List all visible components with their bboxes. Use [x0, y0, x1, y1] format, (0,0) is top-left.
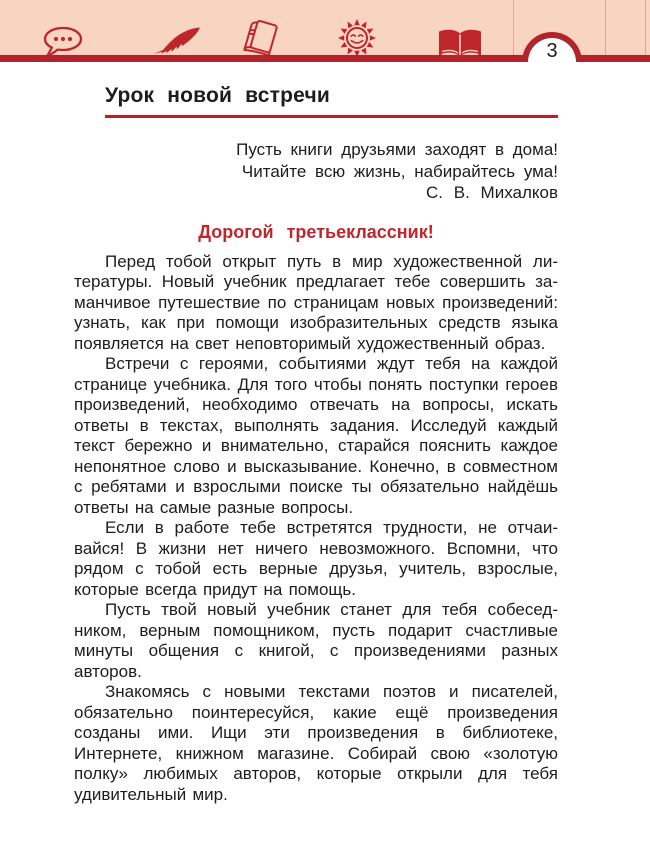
paragraph: Знакомясь с новыми текстами поэтов и писателей, обязательно поинтересуйся, какие ещё произведения созданы ими. Ищи эти произведения в библиотеке, Интернете, книжном магазине. Собирай свою «золотую полку» любимых авторов, которые открыли для тебя удивительный мир.: [74, 682, 558, 804]
page-number-tab: [522, 32, 582, 62]
section-heading: Дорогой третьеклассник!: [198, 221, 434, 242]
paragraph: Пусть твой новый учебник станет для тебя собеседником, верным помощником, пусть подарит счастливые минуты общения с книгой, с произведениями разных авторов.: [74, 600, 558, 681]
page-number: 3: [546, 40, 558, 62]
header-divider-line: [605, 0, 606, 55]
paragraph: Если в работе тебе встретятся трудности, не отчаивайся! В жизни нет ничего невозможного. Вспомни, что рядом с тобой есть верные друзья, учитель, взрослые, которые всегда придут на помощь.: [74, 518, 558, 599]
feather-icon: [153, 27, 201, 54]
paragraph: Перед тобой открыт путь в мир художественной литературы. Новый учебник предлагает тебе совершить заманчивое путешествие по страницам новых произведений: узнать, как при помощи изобразительных средств языка появляется на свет неповторимый художественный образ.: [74, 251, 558, 353]
epigraph-line: Читайте всю жизнь, набирайтесь ума!: [241, 161, 558, 181]
speech-bubble-icon: [43, 27, 83, 57]
epigraph-line: Пусть книги друзьями заходят в дома!: [236, 140, 558, 159]
sun-icon: [338, 19, 376, 57]
title-underline: [105, 115, 558, 118]
header-divider-line: [513, 0, 514, 55]
page-header: [0, 0, 650, 62]
closed-book-icon: [242, 19, 280, 59]
page-content: [74, 85, 558, 805]
epigraph-author: С. В. Михалков: [426, 183, 558, 202]
header-divider-line: [645, 0, 646, 55]
epigraph: [74, 139, 558, 204]
lesson-title: Урок новой встречи: [105, 84, 331, 107]
paragraph: Встречи с героями, событиями ждут тебя на каждой странице учебника. Для того чтобы понять поступки героев произведений, необходимо отвечать на вопросы, искать ответы в текстах, выполнять задания. Исследуй каждый текст бережно и внимательно, старайся пояснить каждое непонятное слово и высказывание. Конечно, в совместном с ребятами и взрослыми поиске ты обязательно найдёшь ответы на самые разные вопросы.: [74, 354, 558, 517]
body-text: [74, 252, 558, 806]
